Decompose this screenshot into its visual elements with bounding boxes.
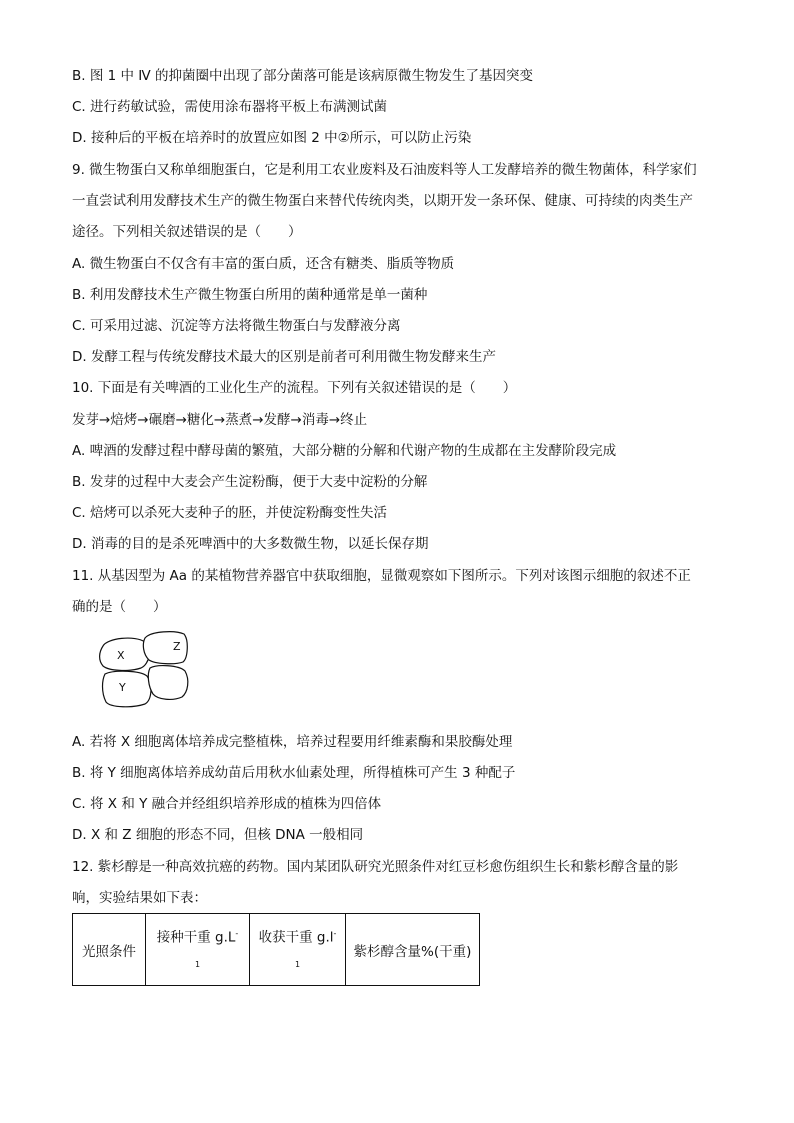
cell-diagram-svg	[95, 630, 195, 708]
cell-diagram	[95, 630, 195, 708]
cell-z	[143, 632, 187, 664]
option-10c: C. 焙烤可以杀死大麦种子的胚，并使淀粉酶变性失活	[72, 505, 388, 521]
header-taxol-content: 紫杉醇含量%(干重)	[346, 914, 480, 986]
question-9-line-2: 一直尝试利用发酵技术生产的微生物蛋白来替代传统肉类，以期开发一条环保、健康、可持续的肉类生产	[72, 193, 693, 209]
question-12-line-1: 12. 紫杉醇是一种高效抗癌的药物。国内某团队研究光照条件对红豆杉愈伤组织生长和紫杉醇含量的影	[72, 859, 679, 875]
option-10d: D. 消毒的目的是杀死啤酒中的大多数微生物，以延长保存期	[72, 536, 429, 552]
question-9-line-3: 途径。下列相关叙述错误的是（ ）	[72, 224, 302, 240]
option-10a: A. 啤酒的发酵过程中酵母菌的繁殖，大部分糖的分解和代谢产物的生成都在主发酵阶段完成	[72, 443, 617, 459]
option-8c: C. 进行药敏试验，需使用涂布器将平板上布满测试菌	[72, 99, 388, 115]
results-table	[72, 913, 480, 986]
option-9b: B. 利用发酵技术生产微生物蛋白所用的菌种通常是单一菌种	[72, 287, 428, 303]
option-11a: A. 若将 X 细胞离体培养成完整植株，培养过程要用纤维素酶和果胶酶处理	[72, 734, 513, 750]
option-9d: D. 发酵工程与传统发酵技术最大的区别是前者可利用微生物发酵来生产	[72, 349, 496, 365]
question-9-line-1: 9. 微生物蛋白又称单细胞蛋白，它是利用工农业废料及石油废料等人工发酵培养的微生物菌体，科学家们	[72, 162, 697, 178]
header-harvest-dry-weight: 收获干重 g.l- 1	[250, 914, 346, 986]
cell-right	[148, 666, 188, 700]
process-flow: 发芽→焙烤→碾磨→糖化→蒸煮→发酵→消毒→终止	[72, 412, 368, 428]
header-light-condition: 光照条件	[73, 914, 146, 986]
option-8b: B. 图 1 中 Ⅳ 的抑菌圈中出现了部分菌落可能是该病原微生物发生了基因突变	[72, 68, 534, 84]
option-9a: A. 微生物蛋白不仅含有丰富的蛋白质，还含有糖类、脂质等物质	[72, 256, 455, 272]
cell-z-label: Z	[173, 640, 181, 653]
header-inoculation-dry-weight: 接种干重 g.L- 1	[146, 914, 250, 986]
question-11-line-2: 确的是（ ）	[72, 599, 167, 615]
cell-x-label: X	[117, 649, 125, 662]
question-10: 10. 下面是有关啤酒的工业化生产的流程。下列有关叙述错误的是（ ）	[72, 380, 517, 396]
option-11d: D. X 和 Z 细胞的形态不同，但核 DNA 一般相同	[72, 827, 364, 843]
cell-y	[103, 671, 151, 707]
option-11b: B. 将 Y 细胞离体培养成幼苗后用秋水仙素处理，所得植株可产生 3 种配子	[72, 765, 516, 781]
question-12-line-2: 响，实验结果如下表：	[72, 890, 207, 906]
question-11-line-1: 11. 从基因型为 Aa 的某植物营养器官中获取细胞，显微观察如下图所示。下列对该图示细胞的叙述不正	[72, 568, 691, 584]
option-8d: D. 接种后的平板在培养时的放置应如图 2 中②所示，可以防止污染	[72, 130, 472, 146]
option-9c: C. 可采用过滤、沉淀等方法将微生物蛋白与发酵液分离	[72, 318, 401, 334]
table-header-row	[73, 914, 480, 986]
option-11c: C. 将 X 和 Y 融合并经组织培养形成的植株为四倍体	[72, 796, 382, 812]
option-10b: B. 发芽的过程中大麦会产生淀粉酶，便于大麦中淀粉的分解	[72, 474, 428, 490]
cell-y-label: Y	[119, 681, 126, 694]
